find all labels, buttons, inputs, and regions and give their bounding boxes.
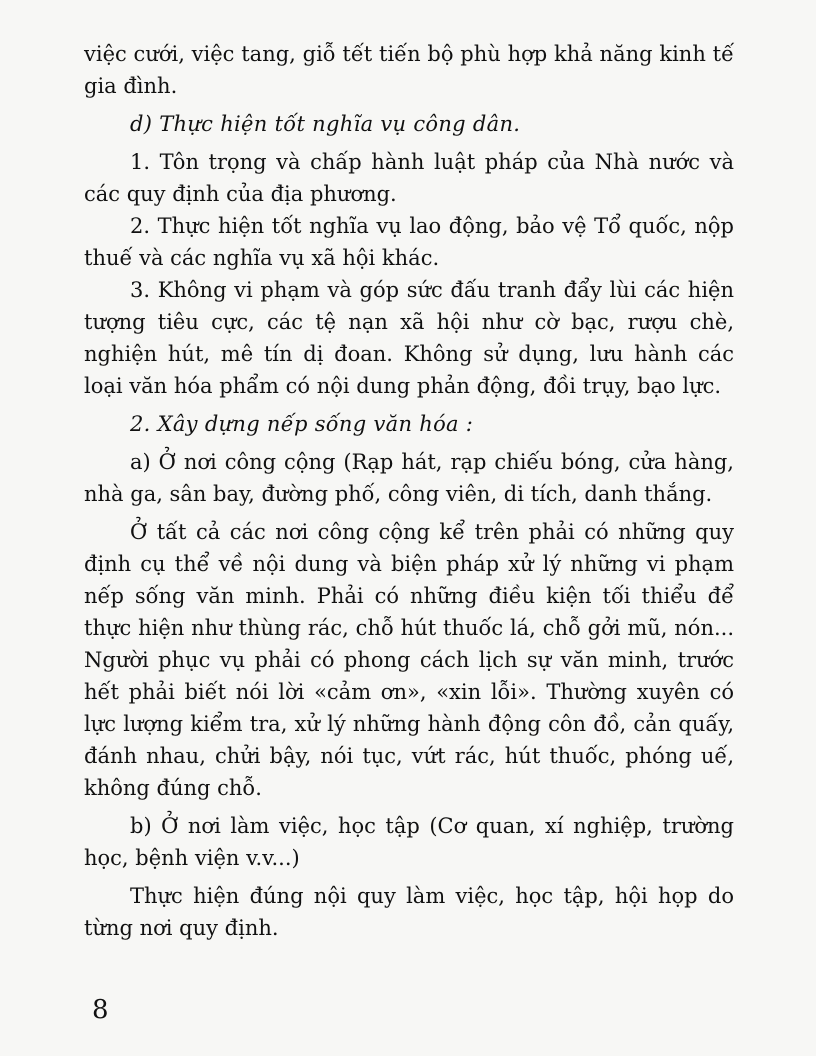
list-item-fight-social-evils: 3. Không vi phạm và góp sức đấu tranh đẩy lùi các hiện tượng tiêu cực, các tệ nạn xã hội như cờ bạc, rượu chè, nghiện hút, mê tín dị đoan. Không sử dụng, lưu hành các loại văn hóa phẩm có nội dung phản động, đồi trụy, bạo lực. <box>84 278 734 398</box>
page-number: 8 <box>92 995 109 1025</box>
heading-cultural-lifestyle: 2. Xây dựng nếp sống văn hóa : <box>130 412 474 436</box>
list-item-labor-duty: 2. Thực hiện tốt nghĩa vụ lao động, bảo vệ Tổ quốc, nộp thuế và các nghĩa vụ xã hội khác. <box>84 214 734 270</box>
page-body <box>84 38 734 944</box>
list-item-respect-law: 1. Tôn trọng và chấp hành luật pháp của Nhà nước và các quy định của địa phương. <box>84 150 734 206</box>
paragraph-continuation: việc cưới, việc tang, giỗ tết tiến bộ phù hợp khả năng kinh tế gia đình. <box>84 42 734 98</box>
item-workplaces: b) Ở nơi làm việc, học tập (Cơ quan, xí nghiệp, trường học, bệnh viện v.v...) <box>84 814 734 870</box>
paragraph-public-places-rules: Ở tất cả các nơi công cộng kể trên phải có những quy định cụ thể về nội dung và biện pháp xử lý những vi phạm nếp sống văn minh. Phải có những điều kiện tối thiểu để thực hiện như thùng rác, chỗ hút thuốc lá, chỗ gởi mũ, nón... Người phục vụ phải có phong cách lịch sự văn minh, trước hết phải biết nói lời «cảm ơn», «xin lỗi». Thường xuyên có lực lượng kiểm tra, xử lý những hành động côn đồ, cản quấy, đánh nhau, chửi bậy, nói tục, vứt rác, hút thuốc, phóng uế, không đúng chỗ. <box>84 520 734 800</box>
paragraph-workplace-rules: Thực hiện đúng nội quy làm việc, học tập, hội họp do từng nơi quy định. <box>84 884 734 940</box>
subheading-civic-duty: d) Thực hiện tốt nghĩa vụ công dân. <box>130 112 521 136</box>
item-public-places: a) Ở nơi công cộng (Rạp hát, rạp chiếu bóng, cửa hàng, nhà ga, sân bay, đường phố, công viên, di tích, danh thắng. <box>84 450 734 506</box>
